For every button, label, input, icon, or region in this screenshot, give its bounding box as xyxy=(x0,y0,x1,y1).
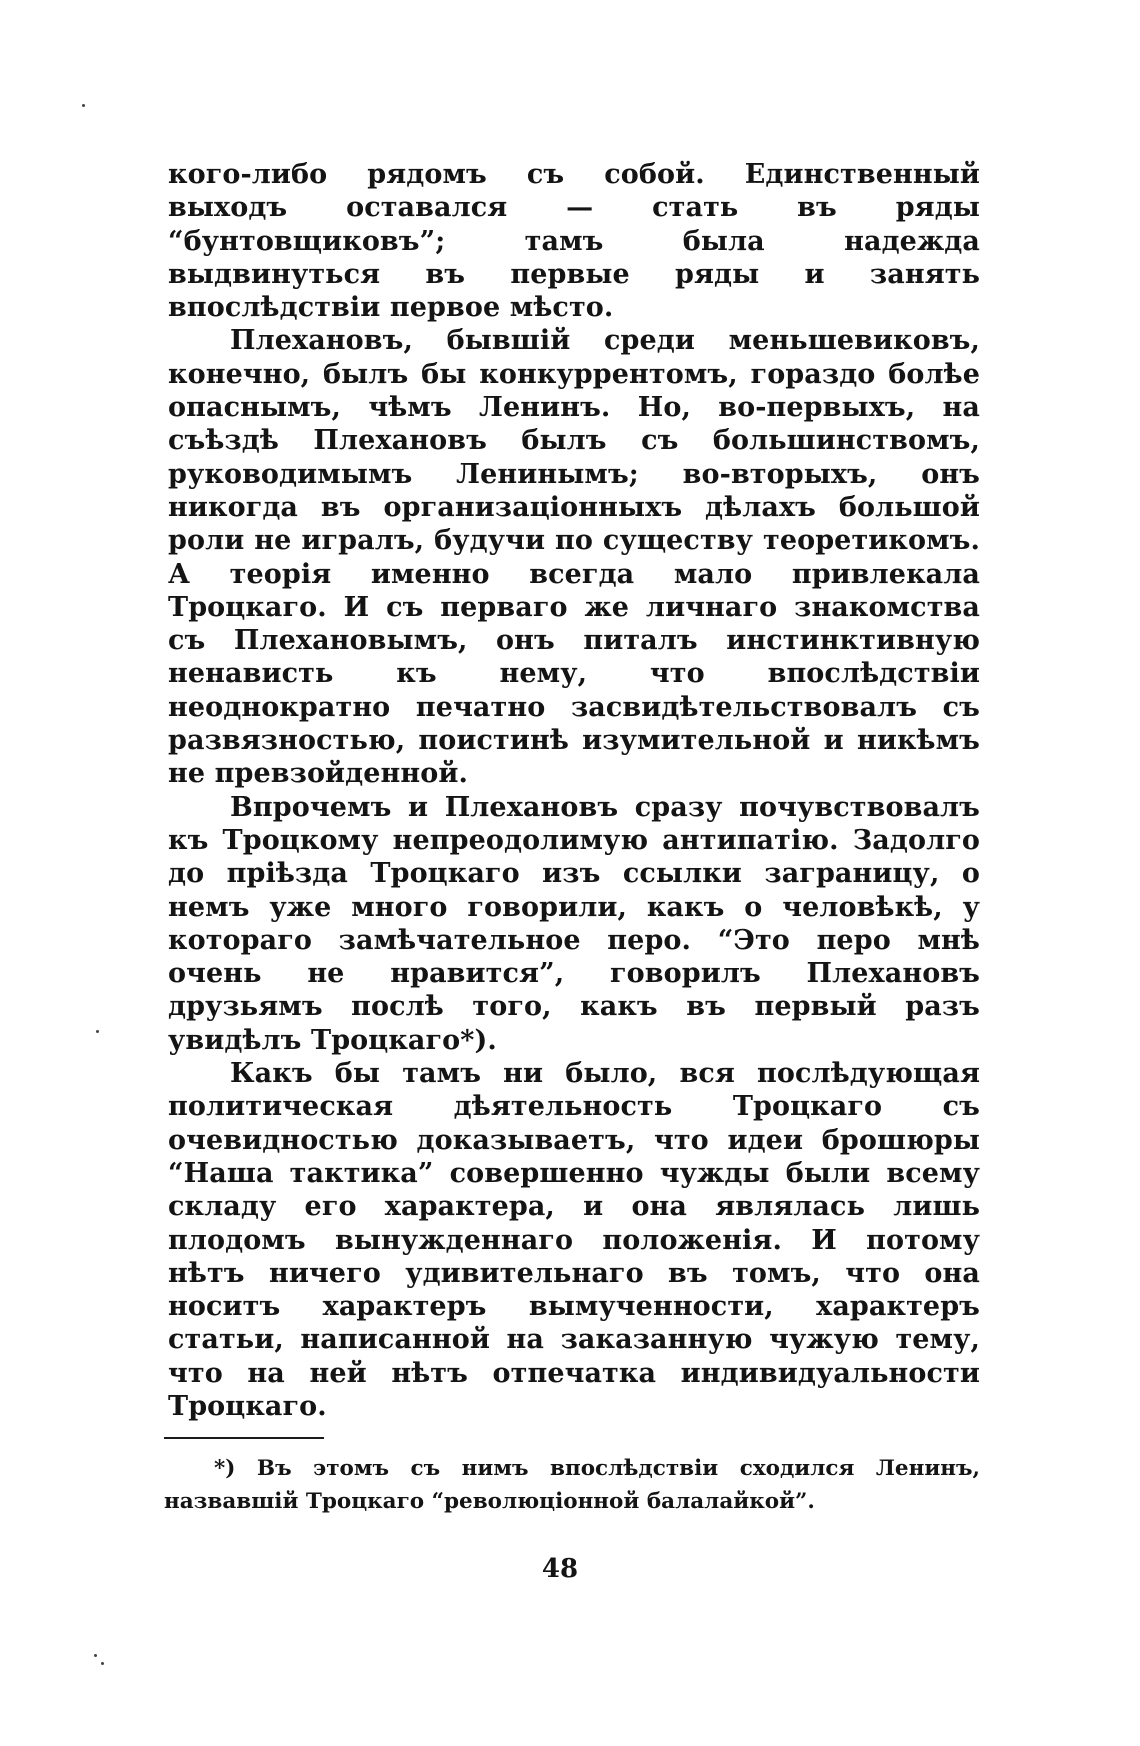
scan-speck xyxy=(82,104,85,107)
footnote: *) Въ этомъ съ нимъ впослѣдствіи сходился Ленинъ, назвавшій Троцкаго “революціонной балалайкой”. xyxy=(164,1456,980,1514)
scan-speck xyxy=(101,1662,104,1665)
paragraph-3: Впрочемъ и Плехановъ сразу почувствовалъ къ Троцкому непреодолимую антипатію. Задолго до пріѣзда Троцкаго изъ ссылки заграницу, о немъ уже много говорили, какъ о человѣкѣ, у котораго замѣчательное перо. “Это перо мнѣ очень не нравится”, говорилъ Плехановъ друзьямъ послѣ того, какъ въ первый разъ увидѣлъ Троцкаго*). xyxy=(168,791,980,1056)
paragraph-4: Какъ бы тамъ ни было, вся послѣдующая политическая дѣятельность Троцкаго съ очевидностью доказываетъ, что идеи брошюры “Наша тактика” совершенно чужды были всему складу его характера, и она являлась лишь плодомъ вынужденнаго положенія. И потому нѣтъ ничего удивительнаго въ томъ, что она носитъ характеръ вымученности, характеръ статьи, написанной на заказанную чужую тему, что на ней нѣтъ отпечатка индивидуальности Троцкаго. xyxy=(168,1058,980,1422)
main-text xyxy=(168,158,980,1423)
scan-speck xyxy=(96,1030,99,1033)
paragraph-2: Плехановъ, бывшій среди меньшевиковъ, конечно, былъ бы конкуррентомъ, гораздо болѣе опаснымъ, чѣмъ Ленинъ. Но, во-первыхъ, на съѣздѣ Плехановъ былъ съ большинствомъ, руководимымъ Ленинымъ; во-вторыхъ, онъ никогда въ организаціонныхъ дѣлахъ большой роли не игралъ, будучи по существу теоретикомъ. А теорія именно всегда мало привлекала Троцкаго. И съ перваго же личнаго знакомства съ Плехановымъ, онъ питалъ инстинктивную ненависть къ нему, что впослѣдствіи неоднократно печатно засвидѣтельствовалъ съ развязностью, поистинѣ изумительной и никѣмъ не превзойденной. xyxy=(168,325,980,790)
paragraph-1: кого-либо рядомъ съ собой. Единственный выходъ оставался — стать въ ряды “бунтовщиковъ”; тамъ была надежда выдвинуться въ первые ряды и занять впослѣдствіи первое мѣсто. xyxy=(168,159,980,324)
scan-speck xyxy=(94,1654,97,1657)
page-number: 48 xyxy=(541,1554,579,1584)
footnote-divider xyxy=(164,1437,324,1439)
